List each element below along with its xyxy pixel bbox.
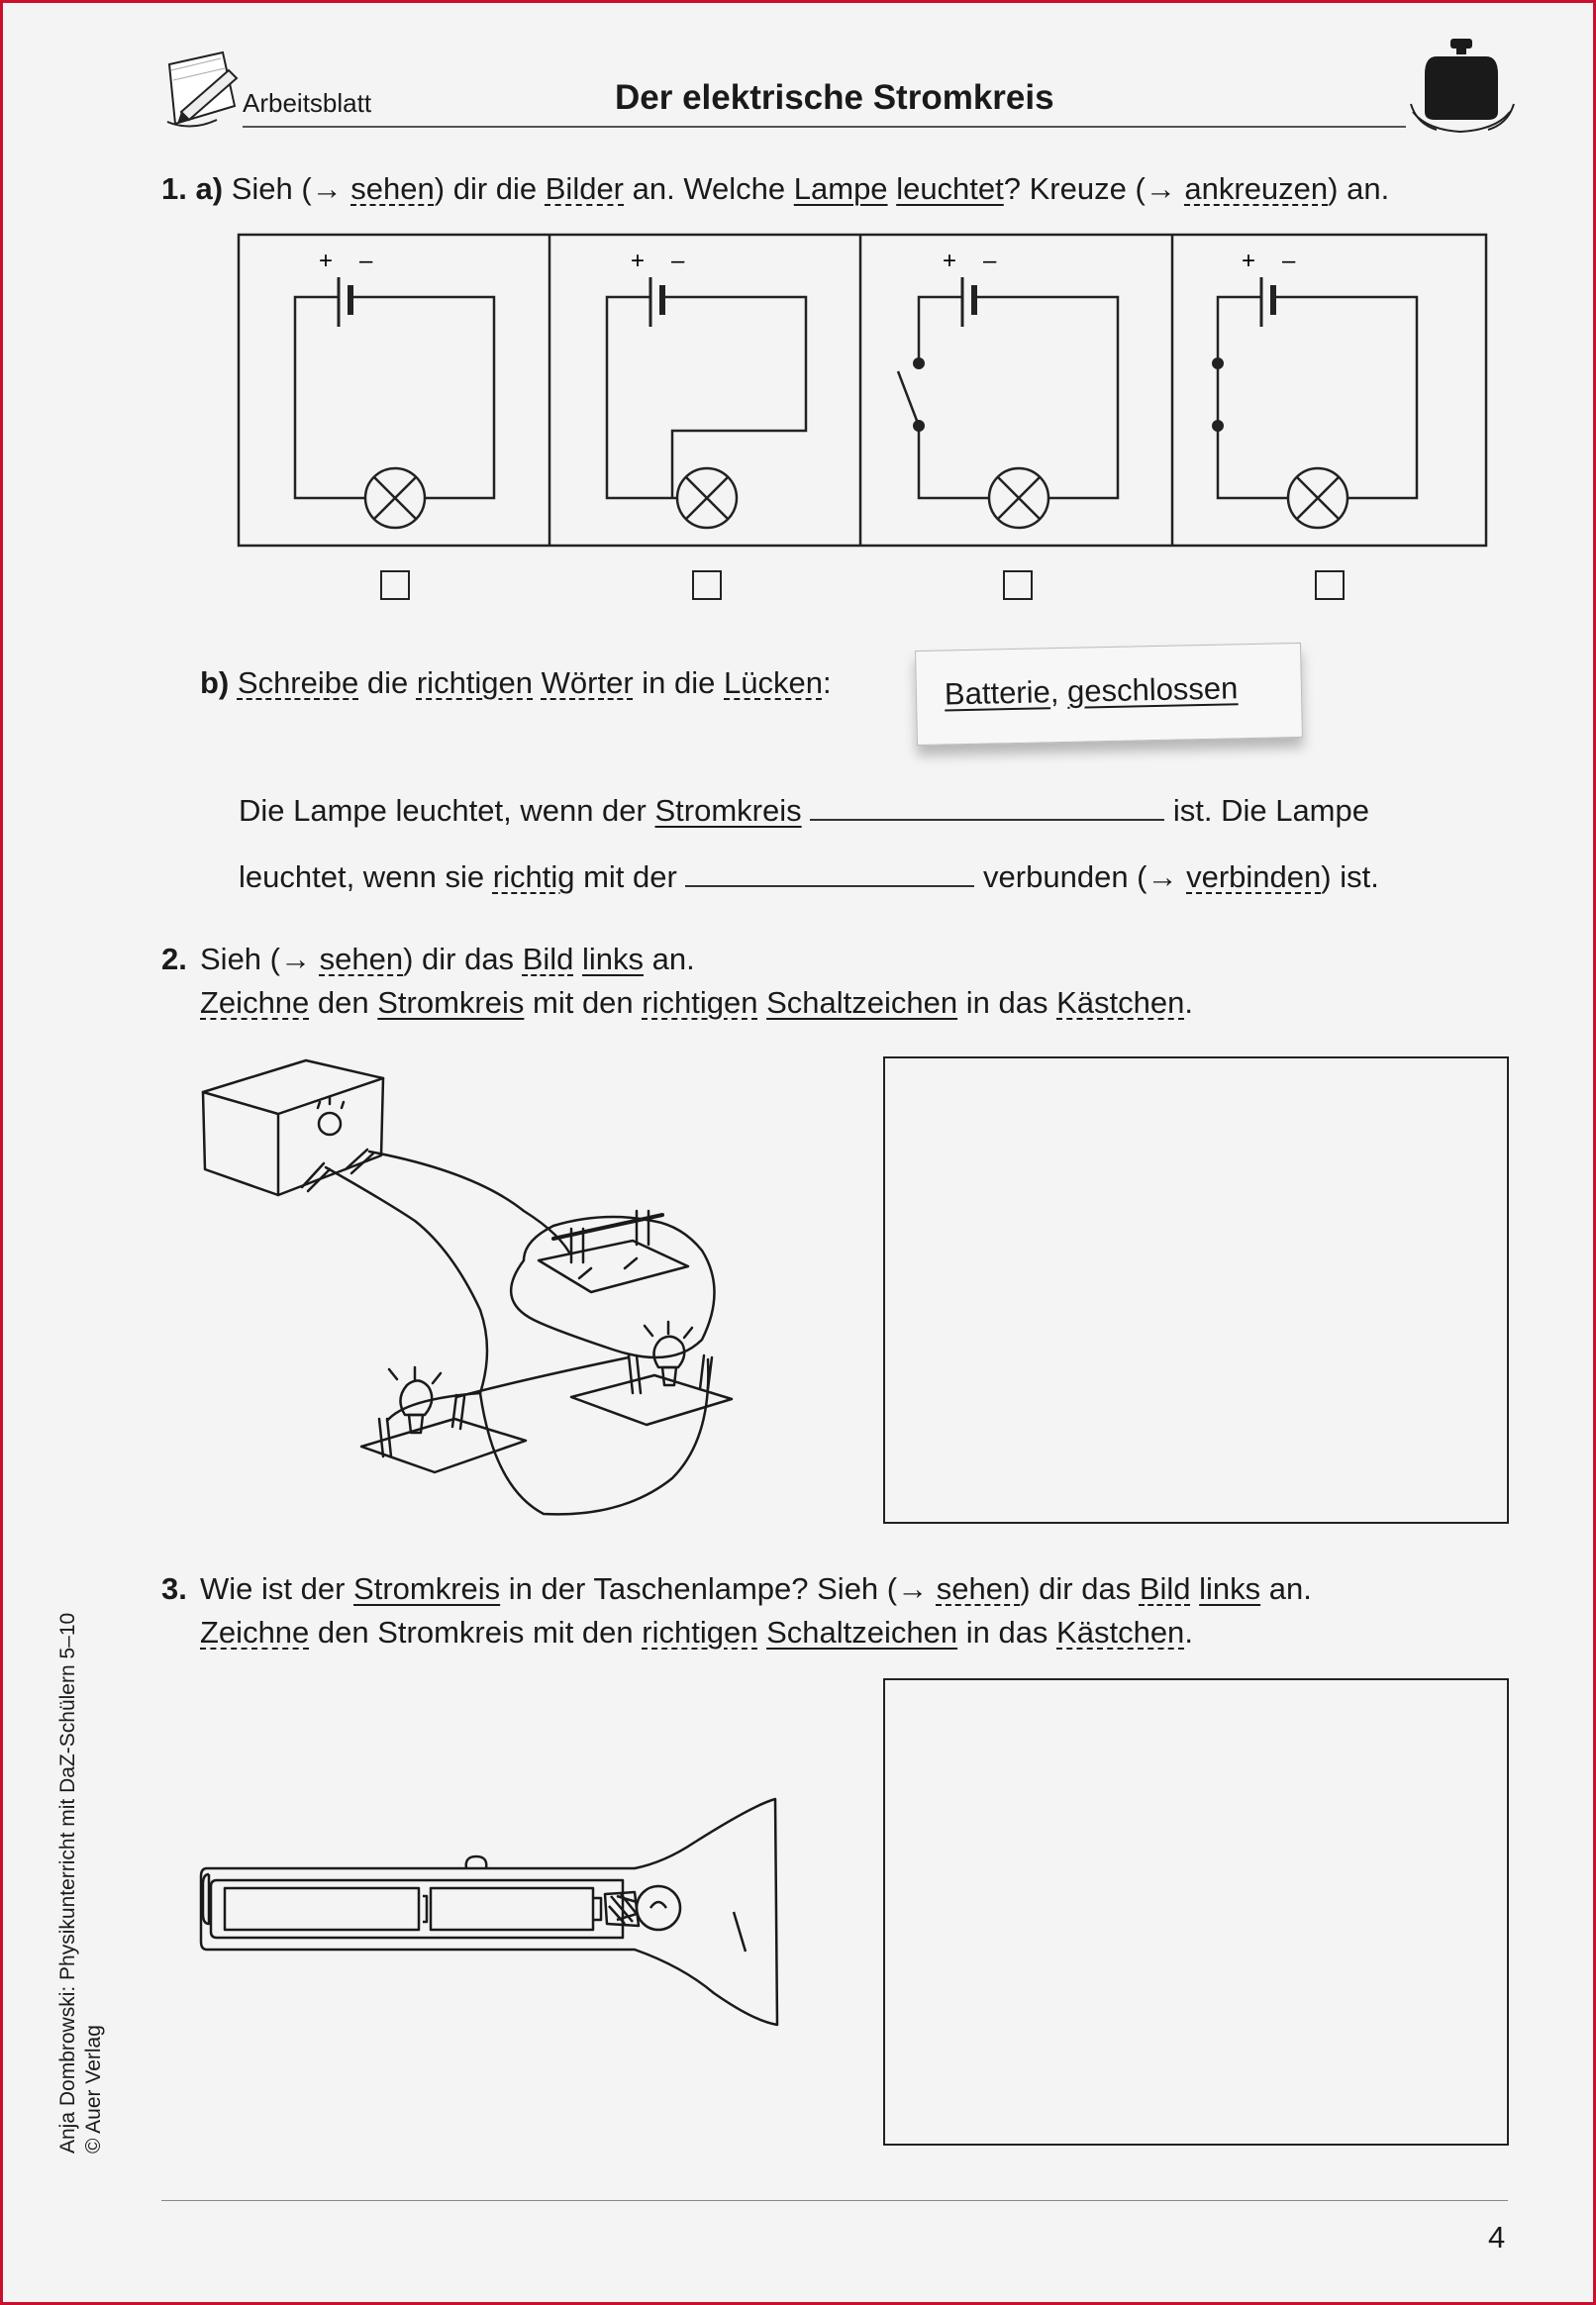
q2-l1-b: ) dir das <box>403 942 523 976</box>
q1b-text-4: : <box>822 665 832 700</box>
s1-text-b: ist. Die Lampe <box>1164 793 1369 828</box>
vocab-woerter: Wörter <box>541 665 634 700</box>
q2-l2-e: . <box>1184 985 1193 1020</box>
page-number: 4 <box>1488 2220 1506 2255</box>
s2-text-d: ) ist. <box>1321 859 1379 894</box>
q2-l1-d: an. <box>644 942 695 976</box>
q1b-text-2 <box>533 665 542 700</box>
q3-l1-e: an. <box>1260 1571 1312 1606</box>
s1-text-a: Die Lampe leuchtet, wenn der <box>239 793 655 828</box>
q3-l1-c: ) dir das <box>1020 1571 1140 1606</box>
c3-minus: – <box>983 248 997 274</box>
circuit-diagrams <box>237 233 1488 548</box>
q1a-text-1: Sieh (→ <box>231 171 351 206</box>
vocab-richtigen-2: richtigen <box>642 985 758 1020</box>
vocab-richtig: richtig <box>492 859 575 894</box>
word-batterie: Batterie <box>944 674 1051 712</box>
checkbox-circuit-2[interactable] <box>692 570 722 600</box>
q1-number: 1. <box>161 171 187 206</box>
c4-plus: + <box>1242 248 1256 274</box>
vocab-schaltzeichen-3: Schaltzeichen <box>766 1615 958 1650</box>
header-rule <box>243 126 1406 128</box>
q1b-letter: b) <box>200 665 230 700</box>
vocab-bild-3: Bild <box>1139 1571 1191 1606</box>
q1a-text-2: ) dir die <box>434 171 546 206</box>
vocab-sehen-3: sehen <box>936 1571 1021 1606</box>
q1a-text-3: an. Welche <box>624 171 794 206</box>
q3-l2-d: . <box>1184 1615 1193 1650</box>
c2-plus: + <box>631 248 646 274</box>
page-title: Der elektrische Stromkreis <box>615 78 1054 117</box>
q2-l2-a: den <box>309 985 378 1020</box>
vocab-verbinden: verbinden <box>1186 859 1322 894</box>
vocab-bilder: Bilder <box>545 171 625 206</box>
q1a-text-4 <box>888 171 897 206</box>
q2-line-2 <box>200 984 1193 1021</box>
drawing-box-q2[interactable] <box>883 1056 1509 1524</box>
checkbox-circuit-1[interactable] <box>380 570 410 600</box>
c3-plus: + <box>943 248 957 274</box>
q1a-letter: a) <box>195 171 224 206</box>
vocab-stromkreis-2: Stromkreis <box>377 985 525 1020</box>
circuit-1-closed <box>295 277 494 528</box>
q3-l1-b: in der Taschenlampe? Sieh (→ <box>500 1571 937 1606</box>
word-geschlossen: geschlossen <box>1066 670 1239 709</box>
vocab-zeichne-3: Zeichne <box>200 1615 310 1650</box>
q2-l2-b: mit den <box>524 985 643 1020</box>
q1a-instruction <box>161 170 1389 207</box>
vocab-ankreuzen: ankreuzen <box>1184 171 1329 206</box>
circuit-3-open-switch <box>898 277 1118 528</box>
c1-plus: + <box>319 248 334 274</box>
c1-minus: – <box>359 248 373 274</box>
circuit-setup-illustration <box>197 1052 781 1518</box>
credit-line-1: Anja Dombrowski: Physikunterricht mit DaZ-Schülern 5–10 <box>56 1612 79 2154</box>
vocab-links-3: links <box>1199 1571 1261 1606</box>
gap-1[interactable] <box>810 791 1164 821</box>
s2-text-b: mit der <box>574 859 686 894</box>
q2-l2-c <box>757 985 766 1020</box>
vocab-stromkreis-3: Stromkreis <box>353 1571 501 1606</box>
vocab-links: links <box>582 942 645 976</box>
circuit-4-closed-switch <box>1218 277 1417 528</box>
vocab-sehen-2: sehen <box>319 942 404 976</box>
c3-switch-contact-bottom <box>913 420 925 432</box>
checkbox-circuit-4[interactable] <box>1315 570 1345 600</box>
q1b-instruction <box>200 664 832 701</box>
vocab-zeichne: Zeichne <box>200 985 310 1020</box>
q2-l2-d: in das <box>957 985 1057 1020</box>
vocab-lampe: Lampe <box>793 171 888 206</box>
word-bank <box>915 643 1303 746</box>
header-label: Arbeitsblatt <box>243 88 372 118</box>
q3-l1-a: Wie ist der <box>200 1571 354 1606</box>
q1b-sentence-1 <box>239 791 1369 829</box>
vocab-luecken: Lücken <box>724 665 823 700</box>
s2-text-c: verbunden (→ <box>974 859 1187 894</box>
c4-minus: – <box>1282 248 1296 274</box>
credit-line-2: © Auer Verlag <box>82 2025 106 2154</box>
pencil-paper-icon <box>161 47 247 132</box>
q1a-text-5: ? Kreuze (→ <box>1003 171 1185 206</box>
q1b-text-3: in die <box>633 665 725 700</box>
copyright-credit <box>55 1613 108 2154</box>
q3-l2-c: in das <box>957 1615 1057 1650</box>
q2-number: 2. <box>161 942 187 976</box>
q3-l2-a: den Stromkreis mit den <box>309 1615 643 1650</box>
vocab-leuchtet: leuchtet <box>896 171 1004 206</box>
q1a-text-6: ) an. <box>1328 171 1390 206</box>
q2-l1-c <box>573 942 582 976</box>
word-separator: , <box>1049 673 1068 710</box>
circuit-2-short <box>607 277 806 528</box>
vocab-richtigen: richtigen <box>416 665 534 700</box>
vocab-schaltzeichen: Schaltzeichen <box>766 985 958 1020</box>
vocab-schreibe: Schreibe <box>237 665 359 700</box>
q3-line-1 <box>200 1570 1312 1607</box>
c2-minus: – <box>671 248 685 274</box>
q2-l1-a: Sieh (→ <box>200 942 320 976</box>
flashlight-illustration <box>199 1793 783 2031</box>
q3-l1-d <box>1191 1571 1200 1606</box>
s2-text-a: leuchtet, wenn sie <box>239 859 493 894</box>
c4-switch-contact-top <box>1212 357 1224 369</box>
vocab-bild: Bild <box>522 942 574 976</box>
q1b-text-1: die <box>358 665 417 700</box>
vocab-richtigen-3: richtigen <box>642 1615 758 1650</box>
q1b-sentence-2 <box>239 857 1379 895</box>
c3-switch-contact-top <box>913 357 925 369</box>
vocab-kaestchen-3: Kästchen <box>1056 1615 1185 1650</box>
drawing-box-q3[interactable] <box>883 1678 1509 2146</box>
c4-switch-contact-bottom <box>1212 420 1224 432</box>
weight-in-hands-icon <box>1407 35 1518 146</box>
vocab-kaestchen: Kästchen <box>1056 985 1185 1020</box>
footer-rule <box>161 2200 1508 2201</box>
checkbox-circuit-3[interactable] <box>1003 570 1033 600</box>
vocab-stromkreis: Stromkreis <box>654 793 802 828</box>
q3-number: 3. <box>161 1571 187 1606</box>
q3-l2-b <box>757 1615 766 1650</box>
q3-line-2 <box>200 1614 1193 1651</box>
vocab-sehen: sehen <box>350 171 435 206</box>
gap-2[interactable] <box>685 857 974 887</box>
q2-line-1 <box>200 941 695 977</box>
